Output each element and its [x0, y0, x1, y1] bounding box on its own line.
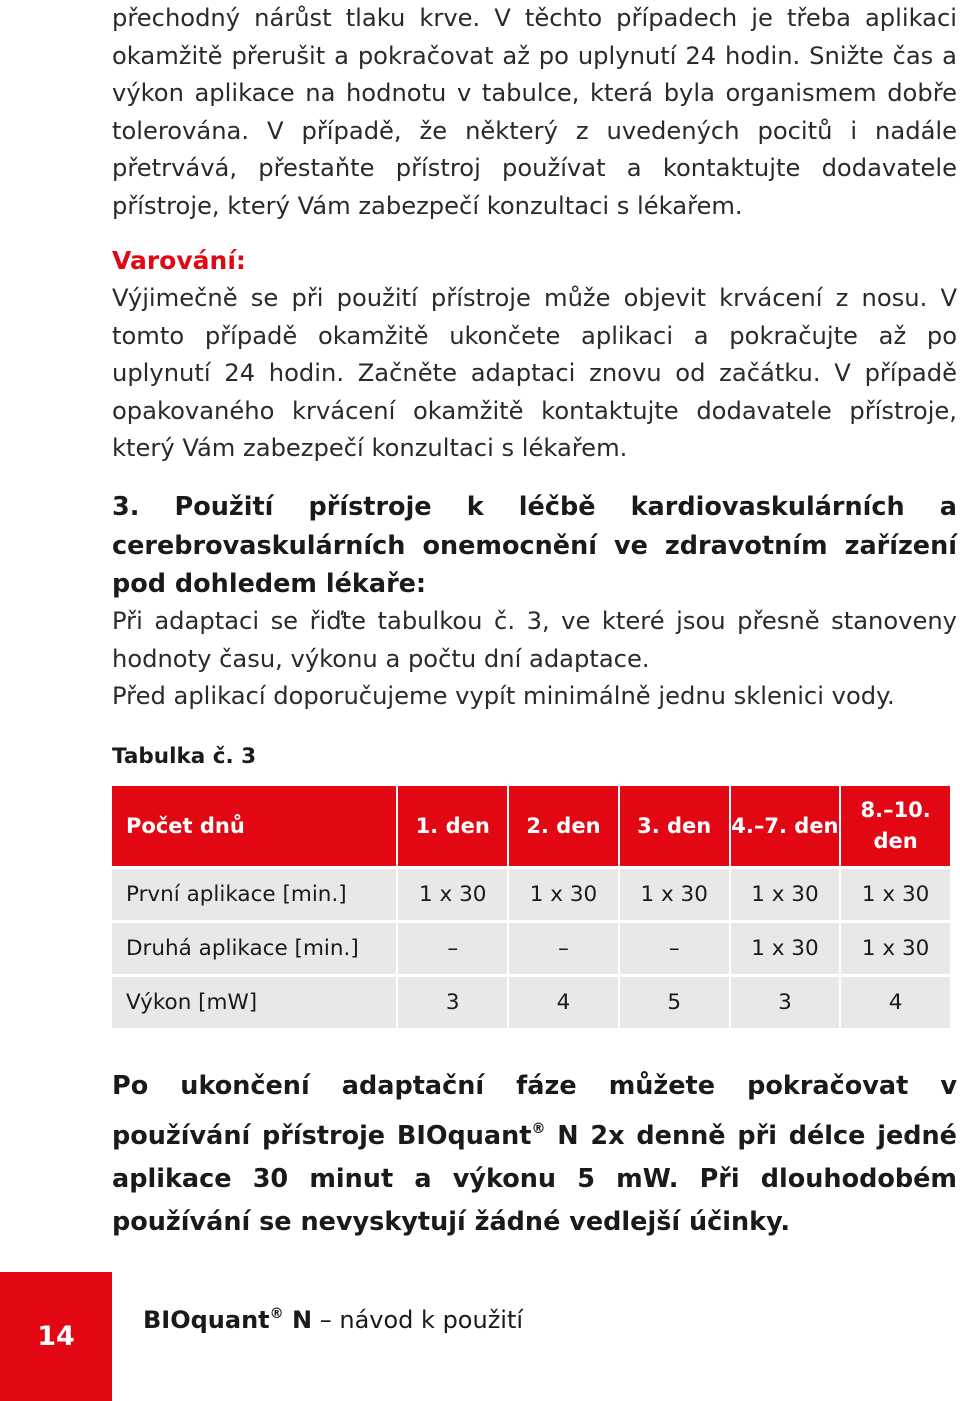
table-caption: Tabulka č. 3 — [112, 744, 257, 769]
footer-registered-mark: ® — [269, 1306, 284, 1322]
section-3-line-1: Při adaptaci se řiďte tabulkou č. 3, ve které jsou přesně stanoveny hodnoty času, výkonu a počtu dní adaptace. — [112, 607, 957, 673]
row-label: Druhá aplikace [min.] — [112, 923, 396, 974]
summary-part-2: N 2x denně při délce jedné aplikace 30 minut a výkonu 5 mW. Při dlouhodobém používání se nevyskytují žádné vedlejší účinky. — [112, 1121, 957, 1237]
page-number-box — [0, 1272, 112, 1401]
table-cell: – — [509, 923, 618, 974]
footer-subtitle: – návod k použití — [312, 1306, 524, 1334]
table-header-row — [112, 786, 950, 866]
header-day: 3. den — [620, 786, 729, 866]
table-cell: 1 x 30 — [398, 869, 507, 920]
summary-part-1: Po ukončení adaptační fáze můžete pokračovat v používání přístroje BIOquant — [112, 1071, 957, 1151]
header-day: 1. den — [398, 786, 507, 866]
summary-paragraph — [112, 1065, 957, 1244]
footer-brand: BIOquant — [143, 1306, 270, 1334]
table-row — [112, 869, 950, 920]
section-3-title: 3. Použití přístroje k léčbě kardiovaskulárních a cerebrovaskulárních onemocnění ve zdravotním zařízení pod dohledem lékaře: — [112, 492, 957, 599]
page-number: 14 — [37, 1321, 75, 1352]
table-cell: 1 x 30 — [620, 869, 729, 920]
table-cell: 5 — [620, 977, 729, 1028]
header-day: 4.–7. den — [731, 786, 840, 866]
table-cell: 1 x 30 — [509, 869, 618, 920]
footer-model: N — [283, 1306, 313, 1334]
table-row — [112, 977, 950, 1028]
adaptation-table — [110, 783, 952, 1031]
table-cell: 1 x 30 — [841, 923, 950, 974]
table-cell: 1 x 30 — [731, 923, 840, 974]
warning-title: Varování: — [112, 246, 246, 275]
table-cell: 1 x 30 — [841, 869, 950, 920]
table-cell: – — [620, 923, 729, 974]
row-label: Výkon [mW] — [112, 977, 396, 1028]
header-label: Počet dnů — [112, 786, 396, 866]
table-cell: 4 — [509, 977, 618, 1028]
row-label: První aplikace [min.] — [112, 869, 396, 920]
paragraph-top: přechodný nárůst tlaku krve. V těchto případech je třeba aplikaci okamžitě přerušit a pokračovat až po uplynutí 24 hodin. Snižte čas a výkon aplikace na hodnotu v tabulce, která byla organismem dobře tolerována. V případě, že některý z uvedených pocitů i nadále přetrvává, přestaňte přístroj používat a kontaktujte dodavatele přístroje, který Vám zabezpečí konzultaci s lékařem. — [112, 4, 957, 220]
section-3-body — [112, 603, 957, 716]
section-3-line-2: Před aplikací doporučujeme vypít minimálně jednu sklenici vody. — [112, 682, 895, 711]
registered-mark: ® — [531, 1121, 546, 1137]
warning-text: Výjimečně se při použití přístroje může objevit krvácení z nosu. V tomto případě okamžitě ukončete aplikaci a pokračujte až po uplynutí 24 hodin. Začněte adaptaci znovu od začátku. V případě opakovaného krvácení okamžitě kontaktujte dodavatele přístroje, který Vám zabezpečí konzultaci s lékařem. — [112, 284, 957, 463]
table-cell: 3 — [398, 977, 507, 1028]
header-day: 2. den — [509, 786, 618, 866]
footer — [143, 1306, 523, 1334]
table-cell: 4 — [841, 977, 950, 1028]
table-row — [112, 923, 950, 974]
table-cell: 1 x 30 — [731, 869, 840, 920]
header-day: 8.–10. den — [841, 786, 950, 866]
table-cell: – — [398, 923, 507, 974]
table-cell: 3 — [731, 977, 840, 1028]
